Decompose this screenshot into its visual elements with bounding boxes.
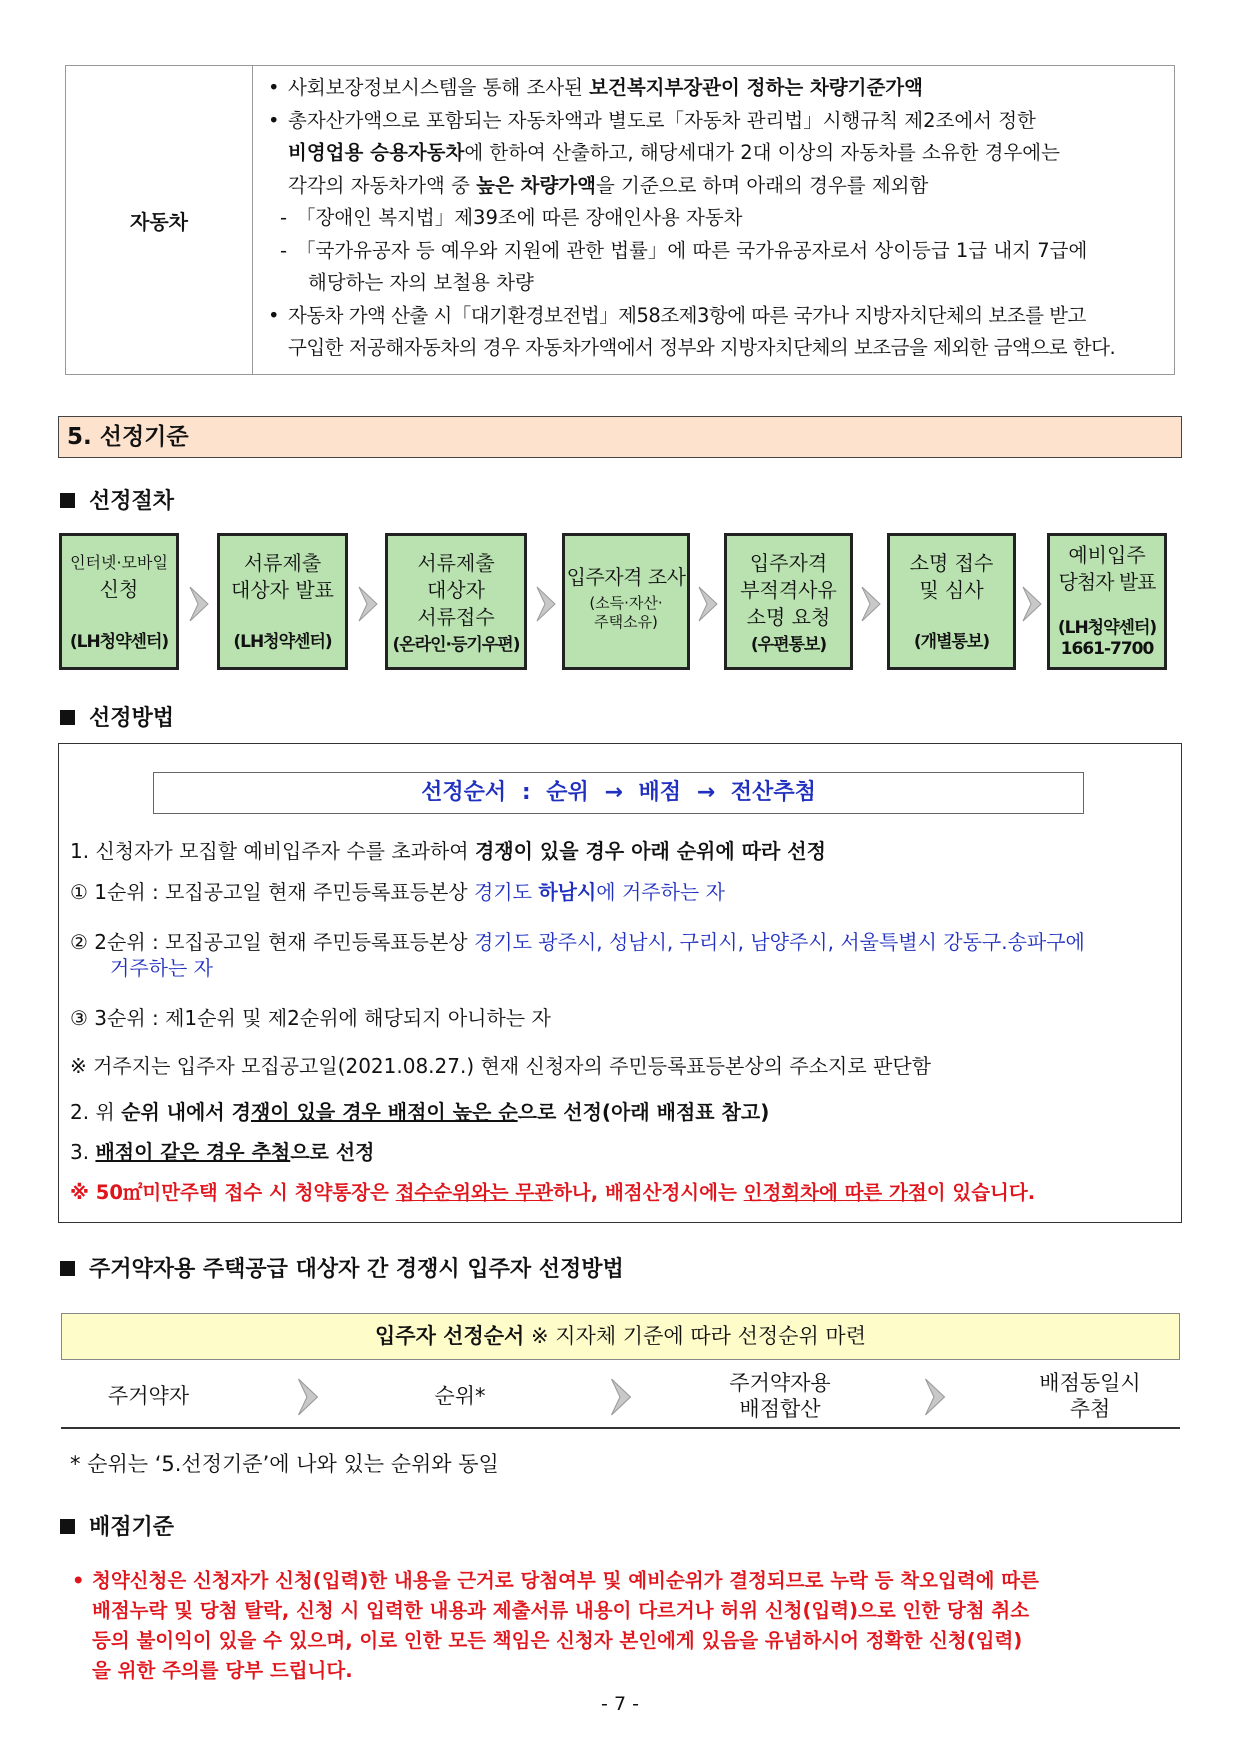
chevron-right-icon xyxy=(859,586,883,622)
method-line-3: 3. 배점이 같은 경우 추첨으로 선정 xyxy=(70,1140,375,1164)
rank-2: ② 2순위 : 모집공고일 현재 주민등록표등본상 경기도 광주시, 성남시, 구리시, 남양주시, 서울특별시 강동구.송파구에 거주하는 자 xyxy=(70,930,1085,980)
chevron-right-icon xyxy=(295,1378,321,1416)
chevron-right-icon xyxy=(608,1378,634,1416)
residential-heading: 주거약자용 주택공급 대상자 간 경쟁시 입주자 선정방법 xyxy=(60,1252,624,1283)
step-eligibility-check: 입주자격 조사 (소득·자산· 주택소유) xyxy=(562,533,690,670)
step-apply: 인터넷·모바일 신청 (LH청약센터) xyxy=(59,533,179,670)
chevron-right-icon xyxy=(696,586,720,622)
method-line-1: 1. 신청자가 모집할 예비입주자 수를 초과하여 경쟁이 있을 경우 아래 순위에 따라 선정 xyxy=(70,839,826,863)
divider xyxy=(61,1427,1180,1429)
method-heading: 선정방법 xyxy=(60,701,174,732)
chevron-right-icon xyxy=(356,586,380,622)
car-bullet-2: • 총자산가액으로 포함되는 자동차액과 별도로「자동차 관리법」시행규칙 제2조에서 정한 비영업용 승용자동차에 한하여 산출하고, 해당세대가 2대 이상의 자동차를 소유한 경우에는 각각의 자동차가액 중 높은 차량가액을 기준으로 하며 아래의 경우를 제외함 xyxy=(266,105,1161,203)
method-line-2: 2. 위 순위 내에서 경쟁이 있을 경우 배점이 높은 순으로 선정(아래 배점표 참고) xyxy=(70,1100,770,1124)
selection-order-bar: 선정순서 : 순위 → 배점 → 전산추첨 xyxy=(153,772,1084,814)
car-dash-1: - 「장애인 복지법」제39조에 따른 장애인사용 자동차 xyxy=(266,202,1161,235)
procedure-heading: 선정절차 xyxy=(60,484,174,515)
res-step-2: 순위* xyxy=(434,1384,486,1408)
red-notice: ※ 50㎡미만주택 접수 시 청약통장은 접수순위와는 무관하나, 배점산정시에는 인정회차에 따른 가점이 있습니다. xyxy=(70,1181,1036,1204)
car-bullet-1: • 사회보장정보시스템을 통해 조사된 보건복지부장관이 정하는 차량기준가액 xyxy=(266,72,1161,105)
car-dash-2: - 「국가유공자 등 예우와 지원에 관한 법률」에 따른 국가유공자로서 상이등급 1급 내지 7급에 해당하는 자의 보철용 차량 xyxy=(266,235,1161,300)
residential-order-bar: 입주자 선정순서 ※ 지자체 기준에 따라 선정순위 마련 xyxy=(61,1313,1180,1360)
square-bullet-icon xyxy=(60,710,75,725)
square-bullet-icon xyxy=(60,493,75,508)
square-bullet-icon xyxy=(60,1519,75,1534)
chevron-right-icon xyxy=(187,586,211,622)
car-criteria-body xyxy=(266,72,1161,365)
res-step-1: 주거약자 xyxy=(107,1384,190,1408)
chevron-right-icon xyxy=(922,1378,948,1416)
chevron-right-icon xyxy=(534,586,558,622)
step-appeal-review: 소명 접수 및 심사 (개별통보) xyxy=(887,533,1016,670)
res-step-4: 배점동일시 추첨 xyxy=(1039,1371,1141,1421)
step-doc-announce: 서류제출 대상자 발표 (LH청약센터) xyxy=(217,533,348,670)
car-criteria-table xyxy=(65,65,1175,375)
chevron-right-icon xyxy=(1020,586,1044,622)
scoring-warning: • 청약신청은 신청자가 신청(입력)한 내용을 근거로 당첨여부 및 예비순위가 결정되므로 누락 등 착오입력에 따른 배점누락 및 당첨 탈락, 신청 시 입력한 내용과 제출서류 내용이 다르거나 허위 신청(입력)으로 인한 당첨 취소 등의 불이익이 있을 수 있으며, 이로 인한 모든 책임은 신청자 본인에게 있음을 유념하시어 정확한 신청(입력) 을 위한 주의를 당부 드립니다. xyxy=(70,1566,1150,1686)
page-number: - 7 - xyxy=(601,1693,639,1715)
scoring-heading: 배점기준 xyxy=(60,1510,174,1541)
rank-3: ③ 3순위 : 제1순위 및 제2순위에 해당되지 아니하는 자 xyxy=(70,1006,551,1030)
car-bullet-3: • 자동차 가액 산출 시「대기환경보전법」제58조제3항에 따른 국가나 지방자치단체의 보조를 받고 구입한 저공해자동차의 경우 자동차가액에서 정부와 지방자치단체의 보조금을 제외한 금액으로 한다. xyxy=(266,300,1161,365)
step-ineligibility-notice: 입주자격 부적격사유 소명 요청 (우편통보) xyxy=(724,533,853,670)
step-winner-announce: 예비입주 당첨자 발표 (LH청약센터) 1661-7700 xyxy=(1047,533,1167,670)
step-doc-submit: 서류제출 대상자 서류접수 (온라인·등기우편) xyxy=(385,533,527,670)
residence-note: ※ 거주지는 입주자 모집공고일(2021.08.27.) 현재 신청자의 주민등록표등본상의 주소지로 판단함 xyxy=(70,1054,931,1078)
res-step-3: 주거약자용 배점합산 xyxy=(729,1371,831,1421)
car-label: 자동차 xyxy=(66,66,253,374)
rank-1: ① 1순위 : 모집공고일 현재 주민등록표등본상 경기도 하남시에 거주하는 자 xyxy=(70,880,725,904)
square-bullet-icon xyxy=(60,1261,75,1276)
rank-footnote: * 순위는 ‘5.선정기준’에 나와 있는 순위와 동일 xyxy=(70,1452,499,1476)
section-title: 5. 선정기준 xyxy=(58,416,1182,458)
